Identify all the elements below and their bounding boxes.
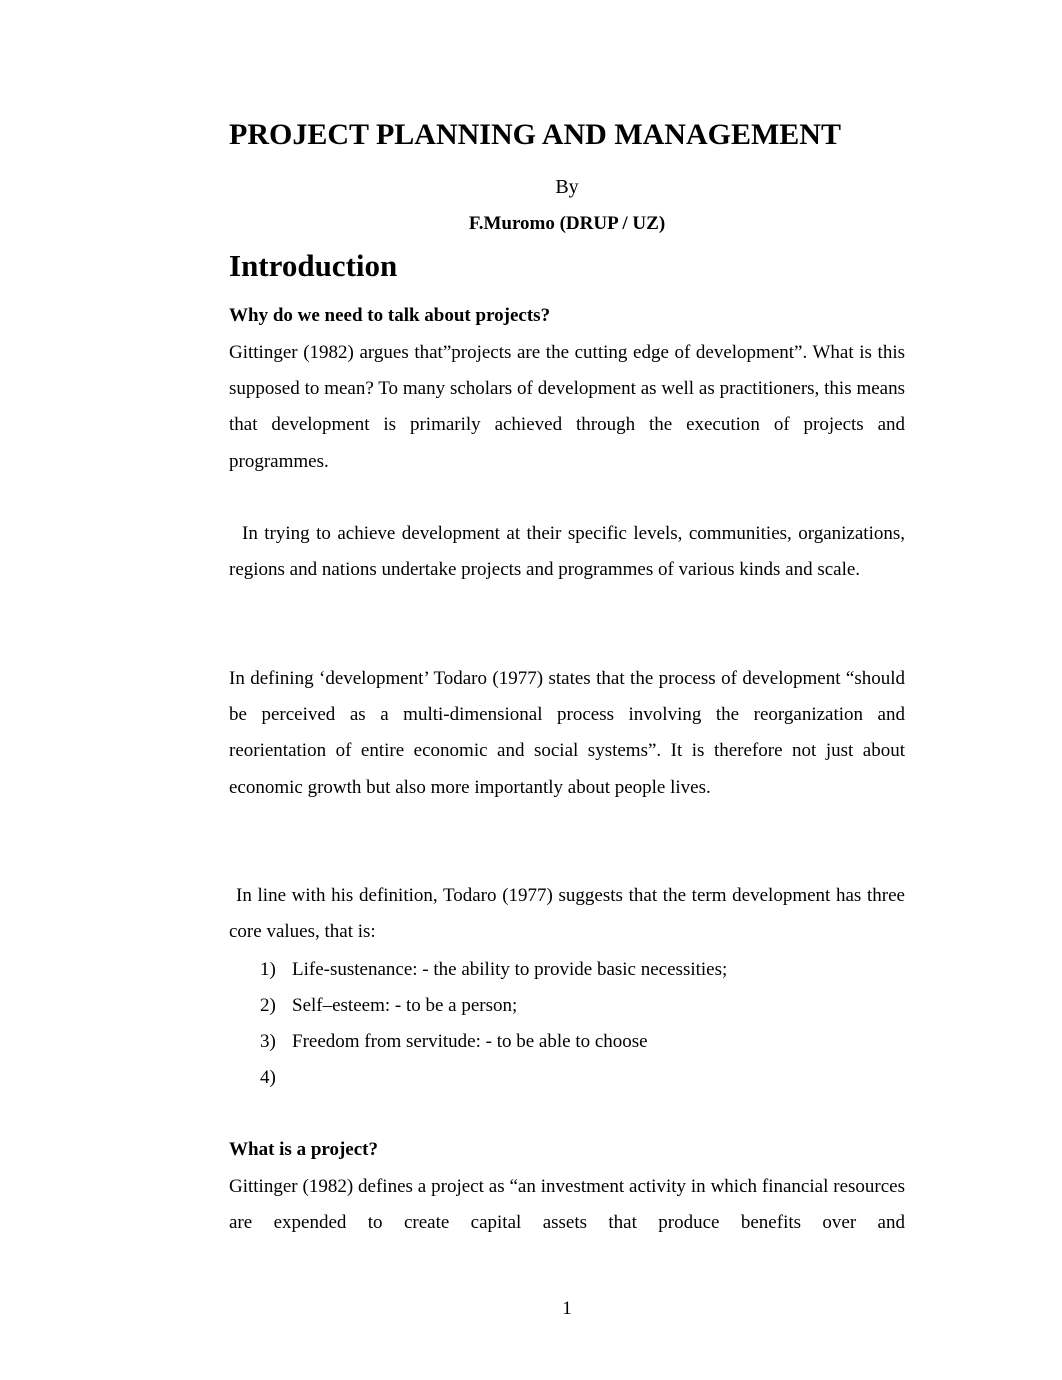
list-item-number: 1) [260,959,276,980]
list-item-number: 2) [260,995,276,1016]
subheading-why-projects: Why do we need to talk about projects? [229,305,551,326]
list-item [229,988,905,1024]
paragraph-achieve-development: In trying to achieve development at their specific levels, communities, organizations, regions and nations undertake projects and programmes of various kinds and scale. [229,523,905,581]
list-item-number: 3) [260,1031,276,1052]
list-item [229,1060,905,1096]
list-item [229,952,905,988]
author-name: F.Muromo (DRUP / UZ) [468,213,666,234]
list-item-text [292,1067,297,1088]
core-values-list [229,952,905,1096]
paragraph-project-definition: Gittinger (1982) defines a project as “an investment activity in which financial resources are expended to create capital assets that produce benefits over and [229,1176,905,1234]
subheading-what-is-project: What is a project? [229,1139,378,1160]
document-title: PROJECT PLANNING AND MANAGEMENT [229,118,841,151]
byline-label: By [555,176,579,198]
section-heading-introduction: Introduction [229,248,398,283]
list-item-text: Life-sustenance: - the ability to provide basic necessities; [292,959,728,980]
paragraph-core-values-intro: In line with his definition, Todaro (1977) suggests that the term development has three core values, that is: [229,885,905,943]
list-item [229,1024,905,1060]
list-item-number: 4) [260,1067,276,1088]
list-item-text: Self–esteem: - to be a person; [292,995,518,1016]
paragraph-gittinger-argues: Gittinger (1982) argues that”projects are the cutting edge of development”. What is this supposed to mean? To many scholars of development as well as practitioners, this means that development is primarily achieved through the execution of projects and programmes. [229,342,905,472]
paragraph-todaro-definition: In defining ‘development’ Todaro (1977) states that the process of development “should be perceived as a multi-dimensional process involving the reorganization and reorientation of entire economic and social systems”. It is therefore not just about economic growth but also more importantly about people lives. [229,668,905,798]
page-number: 1 [562,1298,572,1319]
list-item-text: Freedom from servitude: - to be able to choose [292,1031,648,1052]
